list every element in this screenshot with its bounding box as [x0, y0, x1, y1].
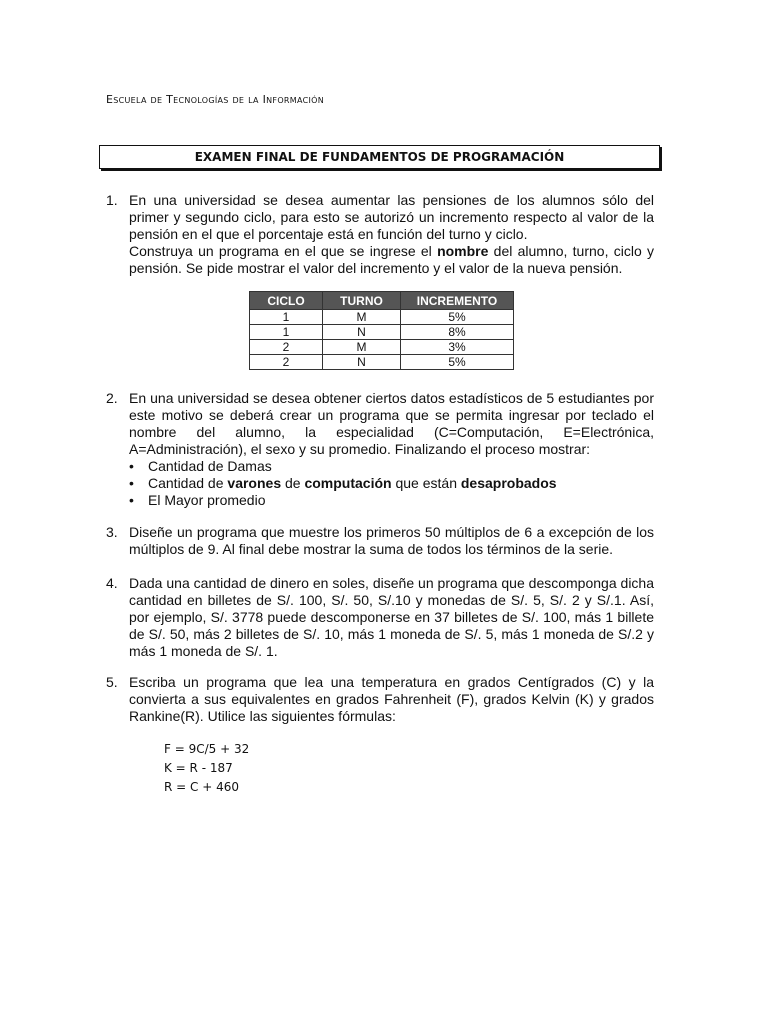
list-item: • Cantidad de Damas: [129, 458, 654, 475]
column-header: CICLO: [250, 292, 323, 310]
question-number: 2.: [106, 390, 118, 406]
table-cell: N: [323, 325, 401, 340]
table-cell: 3%: [401, 340, 514, 355]
question-2: [106, 390, 654, 509]
list-item: • El Mayor promedio: [129, 492, 654, 509]
question-5: [106, 674, 654, 725]
increment-table: [249, 291, 514, 370]
bold-keyword: computación: [304, 475, 392, 491]
question-3: [106, 524, 654, 558]
column-header: TURNO: [323, 292, 401, 310]
question-5-text: Escriba un programa que lea una temperatura en grados Centígrados (C) y la convierta a sus equivalentes en grados Fahrenheit (F), grados Kelvin (K) y grados Rankine(R). Utilice las siguientes fórmulas:: [129, 674, 654, 724]
table-cell: M: [323, 340, 401, 355]
question-3-text: Diseñe un programa que muestre los primeros 50 múltiplos de 6 a excepción de los múltiplos de 9. Al final debe mostrar la suma de todos los términos de la serie.: [129, 524, 654, 557]
formula-rankine: R = C + 460: [164, 780, 239, 794]
question-number: 5.: [106, 674, 118, 690]
table-row: [250, 340, 514, 355]
question-1: [106, 192, 654, 277]
bold-keyword: nombre: [437, 243, 489, 259]
formula-kelvin: K = R - 187: [164, 761, 233, 775]
bold-keyword: desaprobados: [460, 475, 557, 491]
table-cell: 5%: [401, 310, 514, 325]
table-cell: 1: [250, 310, 323, 325]
question-4: [106, 575, 654, 660]
text-run: Construya un programa en el que se ingrese el: [129, 243, 438, 259]
text-run: que están: [391, 475, 461, 491]
exam-title-box: [99, 145, 660, 169]
question-number: 1.: [106, 192, 118, 208]
table-header-row: [250, 292, 514, 310]
question-number: 3.: [106, 524, 118, 540]
table-cell: 8%: [401, 325, 514, 340]
table-cell: N: [323, 355, 401, 370]
table-row: [250, 325, 514, 340]
bullet-list: [129, 458, 654, 509]
school-header: Escuela de Tecnologías de la Información: [106, 93, 325, 106]
text-run: de: [281, 475, 305, 491]
question-1-text: En una universidad se desea aumentar las pensiones de los alumnos sólo del primer y segundo ciclo, para esto se autorizó un incremento respecto al valor de la pensión en el que el porcentaje está en función del turno y ciclo.: [129, 192, 654, 242]
column-header: INCREMENTO: [401, 292, 514, 310]
question-1-instructions: [129, 243, 654, 277]
text-run: Cantidad de: [148, 475, 228, 491]
question-number: 4.: [106, 575, 118, 591]
table-cell: 2: [250, 340, 323, 355]
table-row: [250, 310, 514, 325]
question-4-text: Dada una cantidad de dinero en soles, diseñe un programa que descomponga dicha cantidad en billetes de S/. 100, S/. 50, S/.10 y monedas de S/. 5, S/. 2 y S/.1. Así, por ejemplo, S/. 3778 puede descomponerse en 37 billetes de S/. 100, más 1 billete de S/. 50, más 2 billetes de S/. 10, más 1 moneda de S/. 5, más 1 moneda de S/.2 y más 1 moneda de S/. 1.: [129, 575, 654, 659]
exam-title: EXAMEN FINAL DE FUNDAMENTOS DE PROGRAMACIÓN: [194, 150, 565, 164]
formula-fahrenheit: F = 9C/5 + 32: [164, 742, 250, 756]
table-cell: M: [323, 310, 401, 325]
table-cell: 2: [250, 355, 323, 370]
bold-keyword: varones: [227, 475, 282, 491]
text-run: del alumno, turno, ciclo y pensión. Se pide mostrar el valor del incremento y el valor de la nueva pensión.: [129, 243, 654, 276]
question-2-text: En una universidad se desea obtener ciertos datos estadísticos de 5 estudiantes por este motivo se deberá crear un programa que se permita ingresar por teclado el nombre del alumno, la especialidad (C=Computación, E=Electrónica, A=Administración), el sexo y su promedio. Finalizando el proceso mostrar:: [129, 390, 654, 457]
table-cell: 1: [250, 325, 323, 340]
table-row: [250, 355, 514, 370]
table-cell: 5%: [401, 355, 514, 370]
list-item: [129, 475, 654, 492]
